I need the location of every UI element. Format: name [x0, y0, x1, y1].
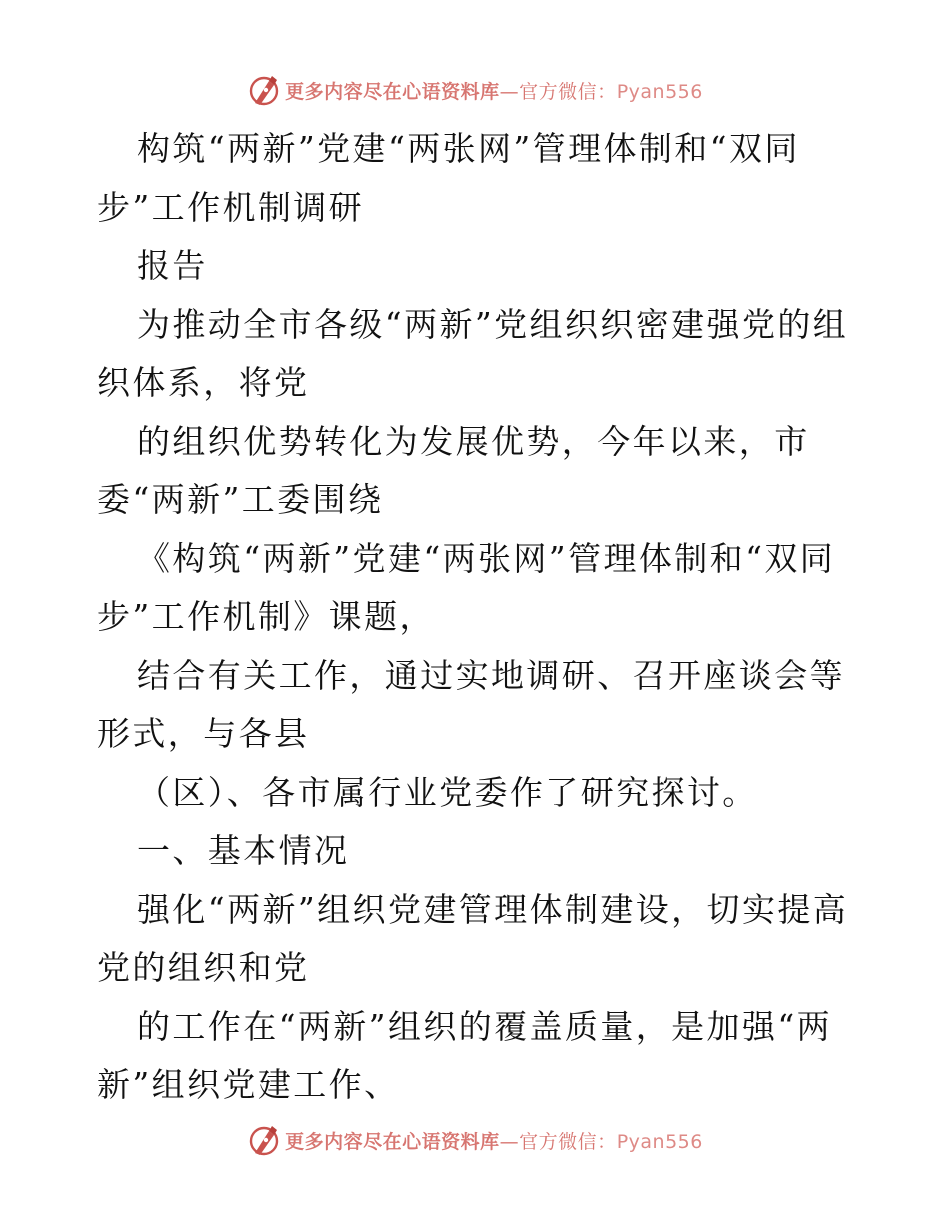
body-paragraph: 委“两新”工委围绕: [97, 480, 384, 519]
document-title-line: 构筑“两新”党建“两张网”管理体制和“双同步”工作机制调研: [97, 129, 800, 227]
banner-text: [285, 77, 703, 104]
body-paragraph: 《构筑“两新”党建“两张网”管理体制和“双同步”工作机制》课题，: [97, 538, 836, 636]
body-paragraph: 结合有关工作，通过实地调研、召开座谈会等形式，与各县: [97, 655, 845, 753]
banner-wechat-id: Pyan556: [616, 1130, 703, 1153]
document-body: [97, 120, 857, 1115]
body-paragraph: 的组织优势转化为发展优势，今年以来，市: [137, 421, 810, 461]
banner-brand: 更多内容尽在心语资料库: [285, 1130, 500, 1153]
body-paragraph: （区）、各市属行业党委作了研究探讨。: [137, 772, 758, 812]
banner-wechat-label: 官方微信：: [519, 80, 617, 103]
banner-text: [285, 1127, 703, 1154]
pen-nib-logo-icon: [247, 1123, 281, 1157]
footer-banner: [0, 1120, 950, 1160]
body-paragraph: 的工作在“两新”组织的覆盖质量，是加强“两新”组织党建工作、: [97, 1006, 833, 1104]
document-title-suffix: 报告: [137, 246, 208, 285]
banner-dash: —: [499, 80, 520, 103]
body-paragraph: 强化“两新”组织党建管理体制建设，切实提高党的组织和党: [97, 889, 849, 987]
banner-wechat-id: Pyan556: [616, 80, 703, 103]
banner-dash: —: [499, 1130, 520, 1153]
banner-brand: 更多内容尽在心语资料库: [285, 80, 500, 103]
section-heading: 一、基本情况: [137, 831, 350, 870]
pen-nib-logo-icon: [247, 73, 281, 107]
body-paragraph: 为推动全市各级“两新”党组织织密建强党的组织体系，将党: [97, 304, 849, 402]
banner-wechat-label: 官方微信：: [519, 1130, 617, 1153]
header-banner: [0, 70, 950, 110]
